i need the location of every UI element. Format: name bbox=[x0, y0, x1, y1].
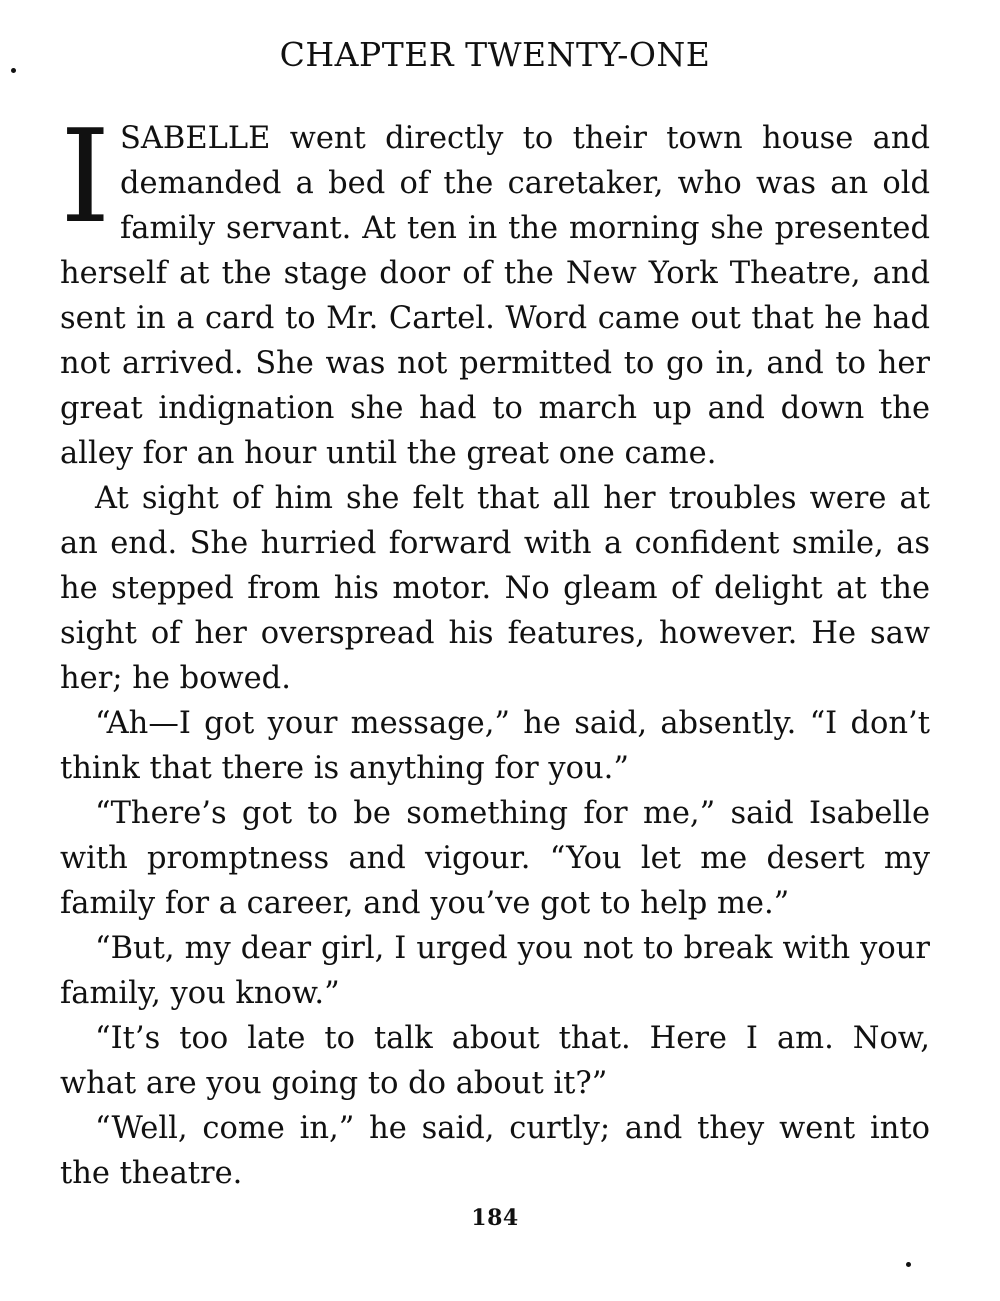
text-line: family servant. At ten in the morning she presented bbox=[120, 211, 930, 246]
text-line: sight of her overspread his features, however. He saw bbox=[60, 616, 930, 651]
text-line: sent in a card to Mr. Cartel. Word came out that he had bbox=[60, 301, 930, 336]
text-line: herself at the stage door of the New York Theatre, and bbox=[60, 256, 930, 291]
text-line: he stepped from his motor. No gleam of delight at the bbox=[60, 571, 930, 606]
paragraph bbox=[60, 476, 930, 701]
text-line: “Well, come in,” he said, curtly; and they went into bbox=[95, 1111, 930, 1146]
text-line: SABELLE went directly to their town house and bbox=[120, 121, 930, 156]
text-line: an end. She hurried forward with a confident smile, as bbox=[60, 526, 930, 561]
text-line: “Ah—I got your message,” he said, absently. “I don’t bbox=[95, 706, 930, 741]
paragraph bbox=[60, 791, 930, 926]
text-line: family, you know.” bbox=[60, 976, 340, 1011]
page-number: 184 bbox=[471, 1205, 519, 1231]
paragraph bbox=[60, 926, 930, 1016]
text-line: alley for an hour until the great one came. bbox=[60, 436, 717, 471]
text-line: with promptness and vigour. “You let me desert my bbox=[60, 841, 930, 876]
text-line: At sight of him she felt that all her troubles were at bbox=[95, 481, 930, 516]
text-line: not arrived. She was not permitted to go in, and to her bbox=[60, 346, 930, 381]
text-line: demanded a bed of the caretaker, who was an old bbox=[120, 166, 930, 201]
chapter-title: CHAPTER TWENTY-ONE bbox=[279, 35, 711, 74]
text-line: think that there is anything for you.” bbox=[60, 751, 629, 786]
paragraph bbox=[60, 1016, 930, 1106]
text-line: “It’s too late to talk about that. Here I am. Now, bbox=[95, 1021, 930, 1056]
paragraph bbox=[60, 1106, 930, 1196]
text-line: her; he bowed. bbox=[60, 661, 291, 696]
text-line: the theatre. bbox=[60, 1156, 243, 1191]
text-line: great indignation she had to march up and down the bbox=[60, 391, 930, 426]
paragraph bbox=[60, 701, 930, 791]
body-text bbox=[60, 103, 930, 1196]
text-line: “There’s got to be something for me,” said Isabelle bbox=[95, 796, 930, 831]
drop-cap: I bbox=[60, 103, 111, 252]
text-line: what are you going to do about it?” bbox=[60, 1066, 608, 1101]
print-speck bbox=[906, 1262, 911, 1267]
paragraph bbox=[60, 103, 930, 476]
text-line: family for a career, and you’ve got to help me.” bbox=[60, 886, 790, 921]
text-line: “But, my dear girl, I urged you not to break with your bbox=[95, 931, 930, 966]
